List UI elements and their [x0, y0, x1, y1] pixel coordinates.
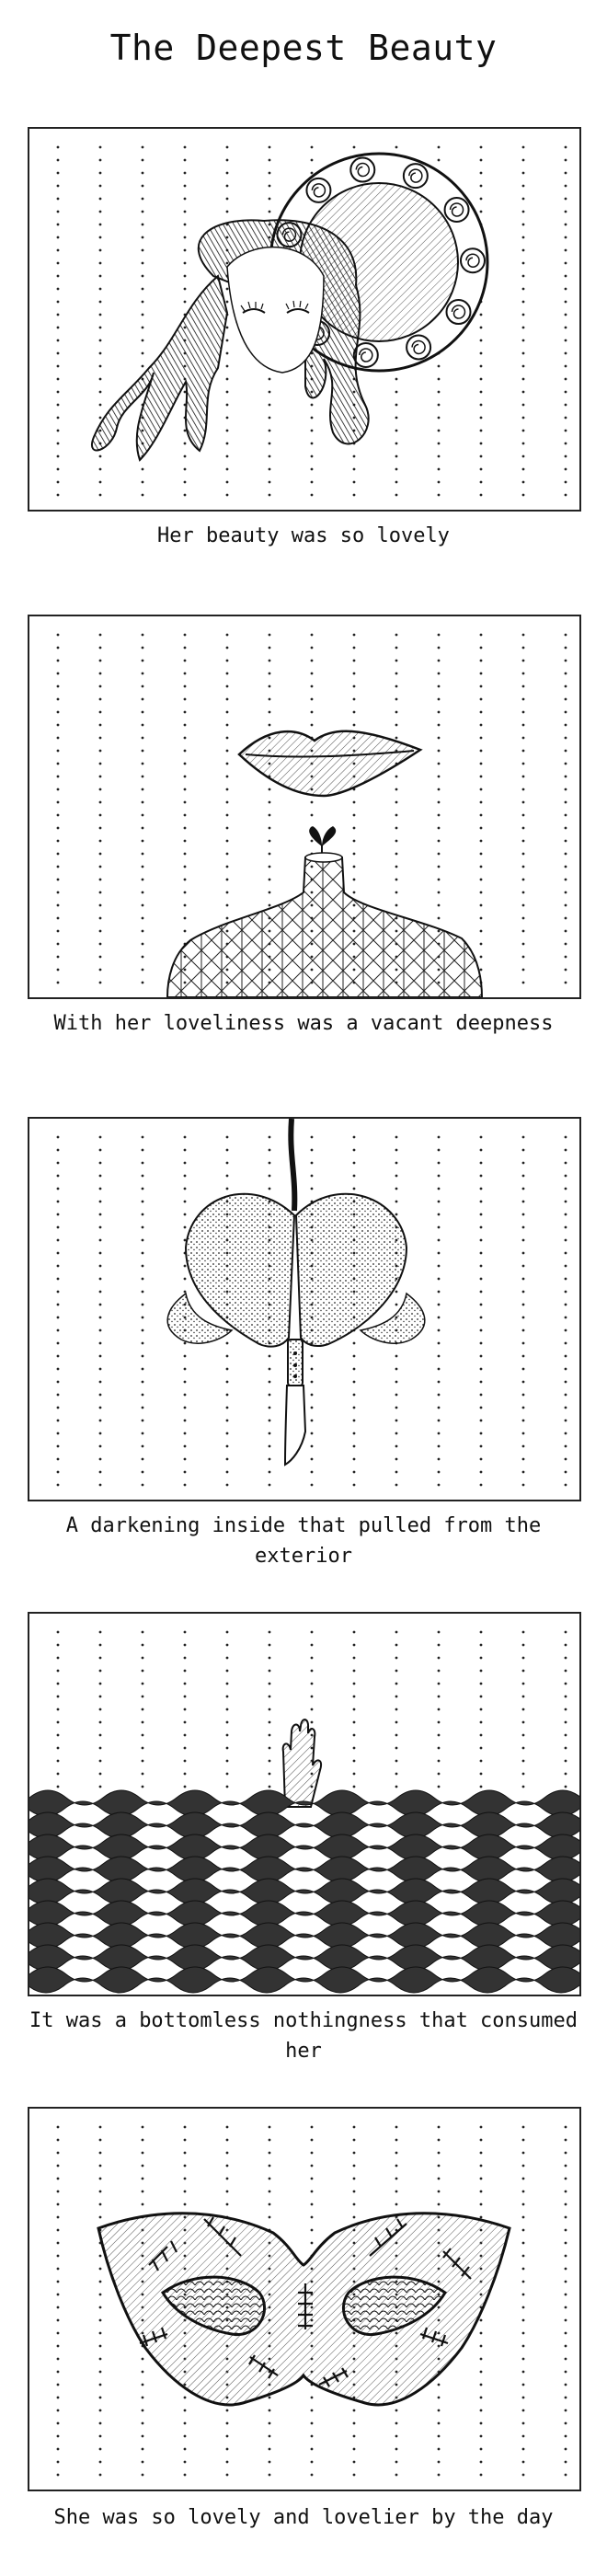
stem — [291, 1119, 294, 1211]
panel-2 — [28, 615, 581, 999]
panel-1-caption: Her beauty was so lovely — [157, 524, 450, 547]
panel-2-illustration — [29, 616, 579, 997]
panel-2-caption: With her loveliness was a vacant deepness — [53, 1012, 554, 1035]
panel-3-illustration — [29, 1119, 579, 1500]
panel-1 — [28, 127, 581, 512]
comic-title: The Deepest Beauty — [109, 28, 498, 68]
headless-torso — [167, 853, 482, 997]
panel-3 — [28, 1117, 581, 1501]
heart-flower-icon — [167, 1194, 425, 1347]
lips-icon — [239, 731, 420, 796]
panel-5 — [28, 2107, 581, 2491]
panel-5-caption: She was so lovely and lovelier by the day — [53, 2506, 554, 2529]
reaching-hand-icon — [283, 1719, 321, 1807]
ocean-waves — [29, 1790, 579, 1993]
panel-3-caption: A darkening inside that pulled from the exterior — [65, 1514, 542, 1568]
panel-4-caption: It was a bottomless nothingness that consumed her — [29, 2009, 578, 2063]
panel-5-illustration — [29, 2109, 579, 2490]
panel-4-illustration — [29, 1614, 579, 1995]
panel-1-illustration — [29, 129, 579, 510]
wavy-hair — [92, 220, 369, 460]
knife-icon — [285, 1340, 305, 1465]
panel-4 — [28, 1612, 581, 1996]
stitched-mask-icon — [98, 2214, 510, 2405]
